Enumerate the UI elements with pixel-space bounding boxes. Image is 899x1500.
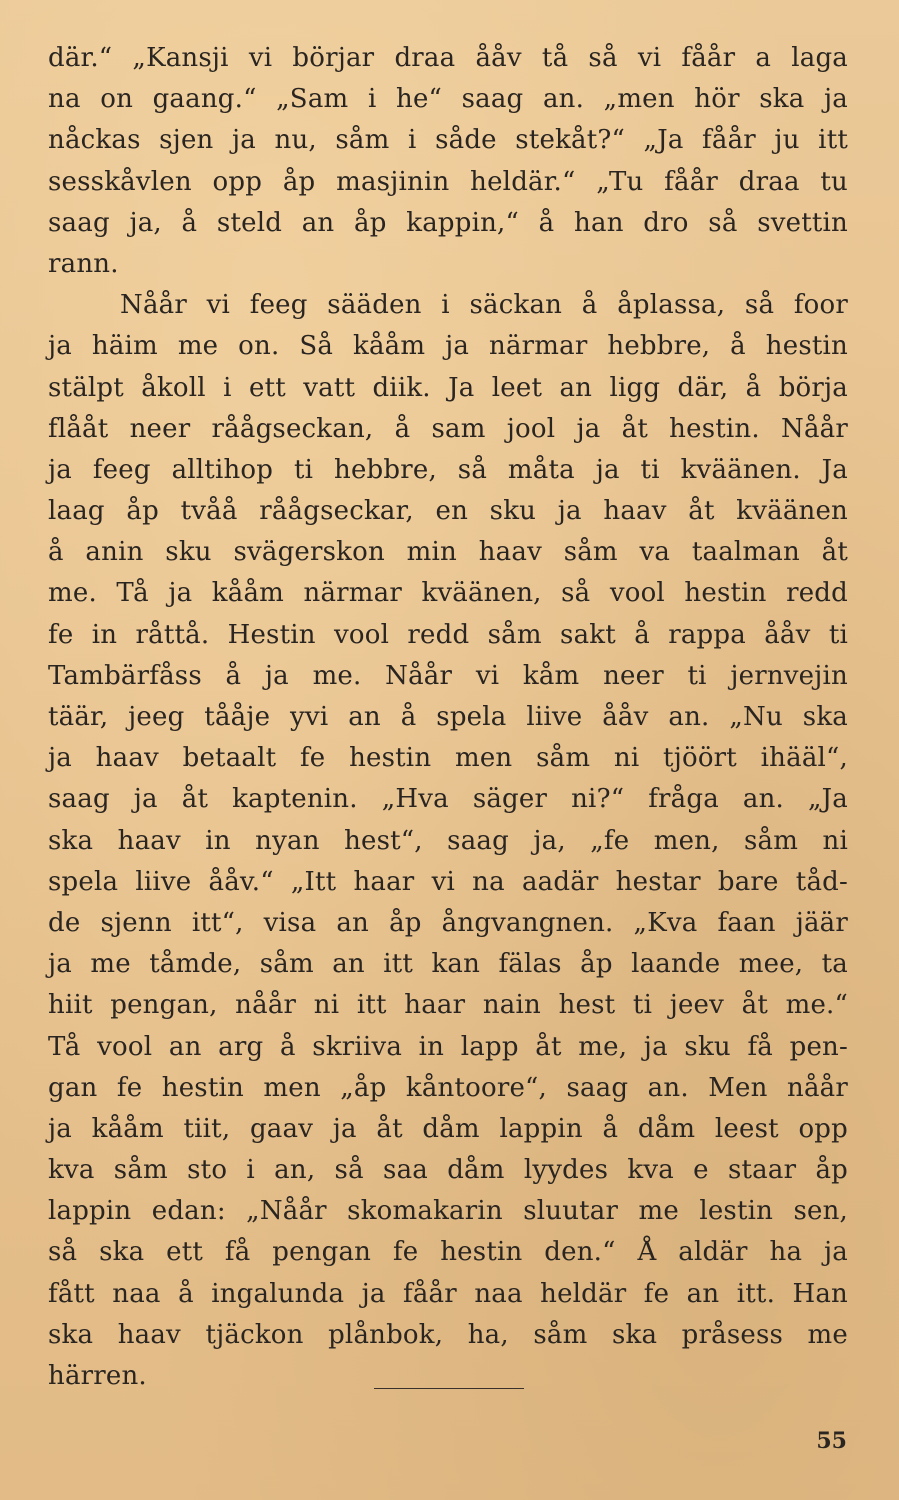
text-line: Tambärfåss å ja me. Nåår vi kåm neer ti jernvejin [48,660,848,691]
text-line: flååt neer råågseckan, å sam jool ja åt hestin. Nåår [48,413,848,444]
section-divider [374,1388,524,1389]
text-line: kva såm sto i an, så saa dåm lyydes kva e staar åp [48,1155,848,1186]
text-line: stälpt åkoll i ett vatt diik. Ja leet an ligg där, å börja [48,372,848,403]
text-line: täär, jeeg tååje yvi an å spela liive ååv an. „Nu ska [48,702,848,732]
text-line: laag åp tvåå råågseckar, en sku ja haav åt kväänen [48,496,848,527]
text-line: ja haav betaalt fe hestin men såm ni tjöört ihääl“, [48,743,848,774]
text-line: gan fe hestin men „åp kåntoore“, saag an. Men nåår [48,1072,848,1103]
text-line: Tå vool an arg å skriiva in lapp åt me, ja sku få pen- [48,1031,848,1062]
text-line: saag ja åt kaptenin. „Hva säger ni?“ fråga an. „Ja [48,784,848,815]
text-line: rann. [48,248,119,279]
text-line: härren. [48,1361,147,1391]
text-line: nåckas sjen ja nu, såm i såde stekåt?“ „Ja fåår ju itt [48,125,848,156]
text-line: spela liive ååv.“ „Itt haar vi na aadär hestar bare tåd- [48,866,848,897]
page-number: 55 [816,1428,847,1454]
text-line: fe in råttå. Hestin vool redd såm sakt å rappa ååv ti [48,619,848,650]
text-line: de sjenn itt“, visa an åp ångvangnen. „Kva faan jäär [48,907,848,938]
text-line: ska haav tjäckon plånbok, ha, såm ska pråsess me [48,1319,848,1350]
text-line: saag ja, å steld an åp kappin,“ å han dro så svettin [48,207,848,238]
text-line: lappin edan: „Nåår skomakarin sluutar me lestin sen, [48,1196,848,1227]
text-line: å anin sku svägerskon min haav såm va taalman åt [48,537,848,568]
text-line: hiit pengan, nåår ni itt haar nain hest ti jeev åt me.“ [48,990,848,1021]
text-line: ja kååm tiit, gaav ja åt dåm lappin å dåm leest opp [48,1113,848,1144]
text-line: ja häim me on. Så kååm ja närmar hebbre, å hestin [48,331,848,362]
text-line: ska haav in nyan hest“, saag ja, „fe men, såm ni [48,825,848,856]
body-text [48,38,848,1397]
text-line: Nåår vi feeg sääden i säckan å åplassa, så foor [120,290,848,321]
text-line: ja me tåmde, såm an itt kan fälas åp laande mee, ta [48,949,848,980]
text-line: där.“ „Kansji vi börjar draa ååv tå så vi fåår a laga [48,43,848,73]
text-line: fått naa å ingalunda ja fåår naa heldär fe an itt. Han [48,1278,848,1309]
text-line: så ska ett få pengan fe hestin den.“ Å aldär ha ja [48,1237,848,1268]
text-line: me. Tå ja kååm närmar kväänen, så vool hestin redd [48,578,848,609]
text-line: ja feeg alltihop ti hebbre, så måta ja ti kväänen. Ja [48,454,848,485]
text-line: sesskåvlen opp åp masjinin heldär.“ „Tu fåår draa tu [48,166,848,197]
text-line: na on gaang.“ „Sam i he“ saag an. „men hör ska ja [48,84,848,115]
